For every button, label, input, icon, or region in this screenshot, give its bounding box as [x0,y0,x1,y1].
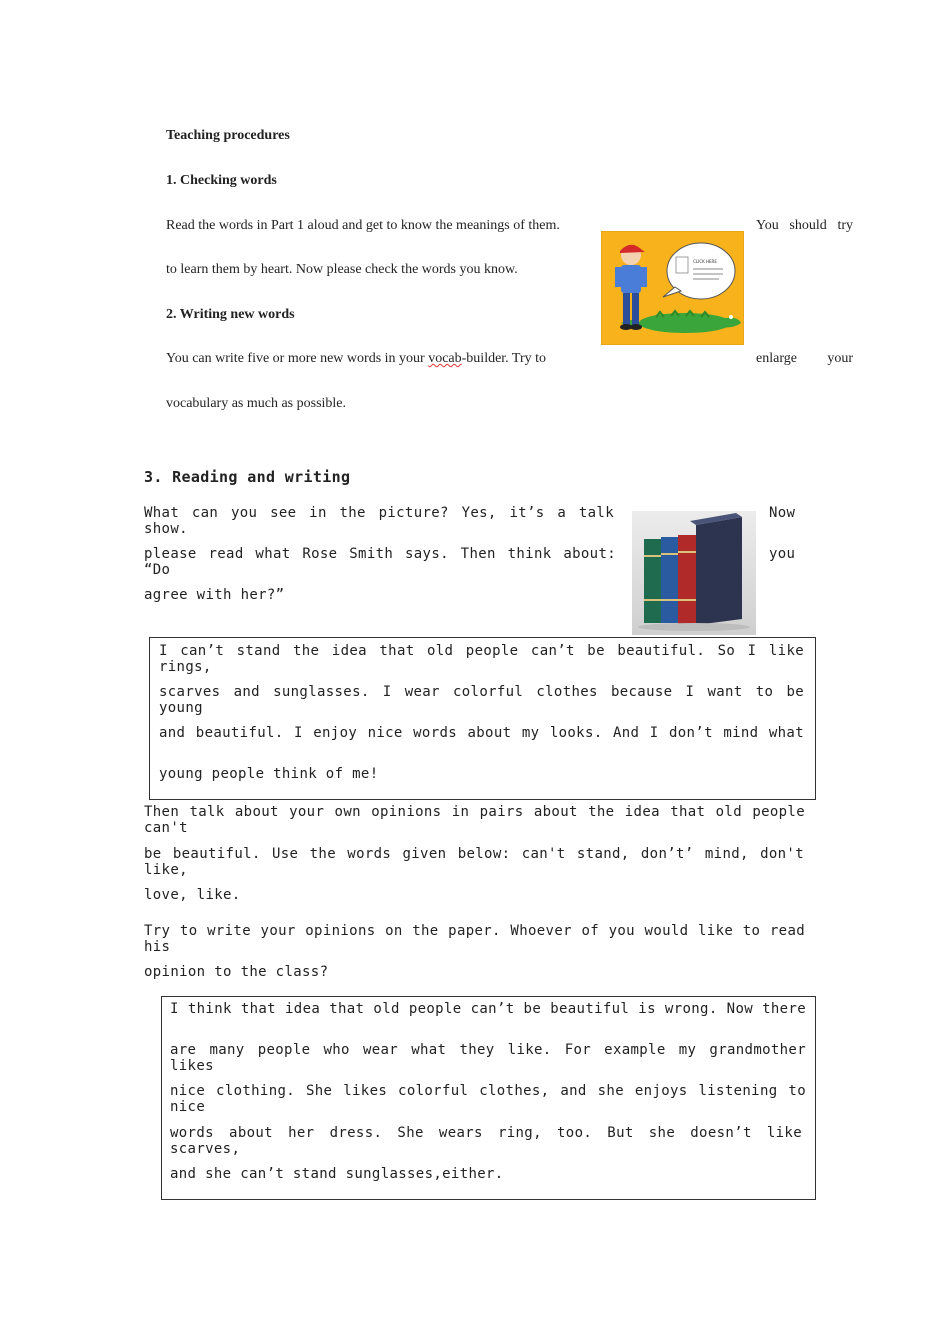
para1-line1: Read the words in Part 1 aloud and get to know the meanings of them. [166,218,560,233]
heading-reading-writing: 3. Reading and writing [144,468,351,486]
para-talk-line2: be beautiful. Use the words given below: can't stand, don’t’ mind, don't like, [144,846,804,878]
para2-line2: vocabulary as much as possible. [166,396,347,411]
box2-line5: and she can’t stand sunglasses,either. [170,1166,504,1182]
reading-line2: please read what Rose Smith says. Then think about: “Do [144,546,616,578]
para2-right-a: enlarge [756,351,797,366]
para2-line1 [166,351,546,367]
subheading-writing-new-words: 2. Writing new words [166,307,295,322]
para1-line2: to learn them by heart. Now please check the words you know. [166,262,518,277]
para1-right-text: You should try [756,218,853,233]
para2-line1-a: You can write five or more new words in your [166,351,429,366]
box1-line3: and beautiful. I enjoy nice words about my looks. And I don’t mind what [159,725,804,741]
cartoon-illustration [601,231,744,345]
heading-teaching-procedures: Teaching procedures [166,128,290,143]
para-talk-line1: Then talk about your own opinions in pairs about the idea that old people can't [144,804,805,836]
box2-line4: words about her dress. She wears ring, too. But she doesn’t like scarves, [170,1125,802,1157]
box1-line2: scarves and sunglasses. I wear colorful clothes because I want to be young [159,684,804,716]
reading-line3: agree with her?” [144,587,285,603]
misspelled-word: vocab [428,351,462,366]
box1-line4: young people think of me! [159,766,379,782]
box1-line1: I can’t stand the idea that old people can’t be beautiful. So I like rings, [159,643,804,675]
reading-line1: What can you see in the picture? Yes, it’s a talk show. [144,505,614,537]
para-talk-line3: love, like. [144,887,241,903]
para2-line1-b: -builder. Try to [461,351,547,366]
para-write-line2: opinion to the class? [144,964,329,980]
para-write-line1: Try to write your opinions on the paper. Whoever of you would like to read his [144,923,805,955]
subheading-checking-words: 1. Checking words [166,173,277,188]
books-photo [632,511,756,635]
box2-line2: are many people who wear what they like. For example my grandmother likes [170,1042,806,1074]
box2-line1: I think that idea that old people can’t be beautiful is wrong. Now there [170,1001,806,1017]
bubble-text: CLICK HERE [693,259,717,264]
reading-line1-right: Now [769,505,796,521]
para2-right-b: your [827,351,853,366]
reading-line2-right: you [769,546,796,562]
para2-right-text [756,351,853,367]
box2-line3: nice clothing. She likes colorful clothes, and she enjoys listening to nice [170,1083,806,1115]
